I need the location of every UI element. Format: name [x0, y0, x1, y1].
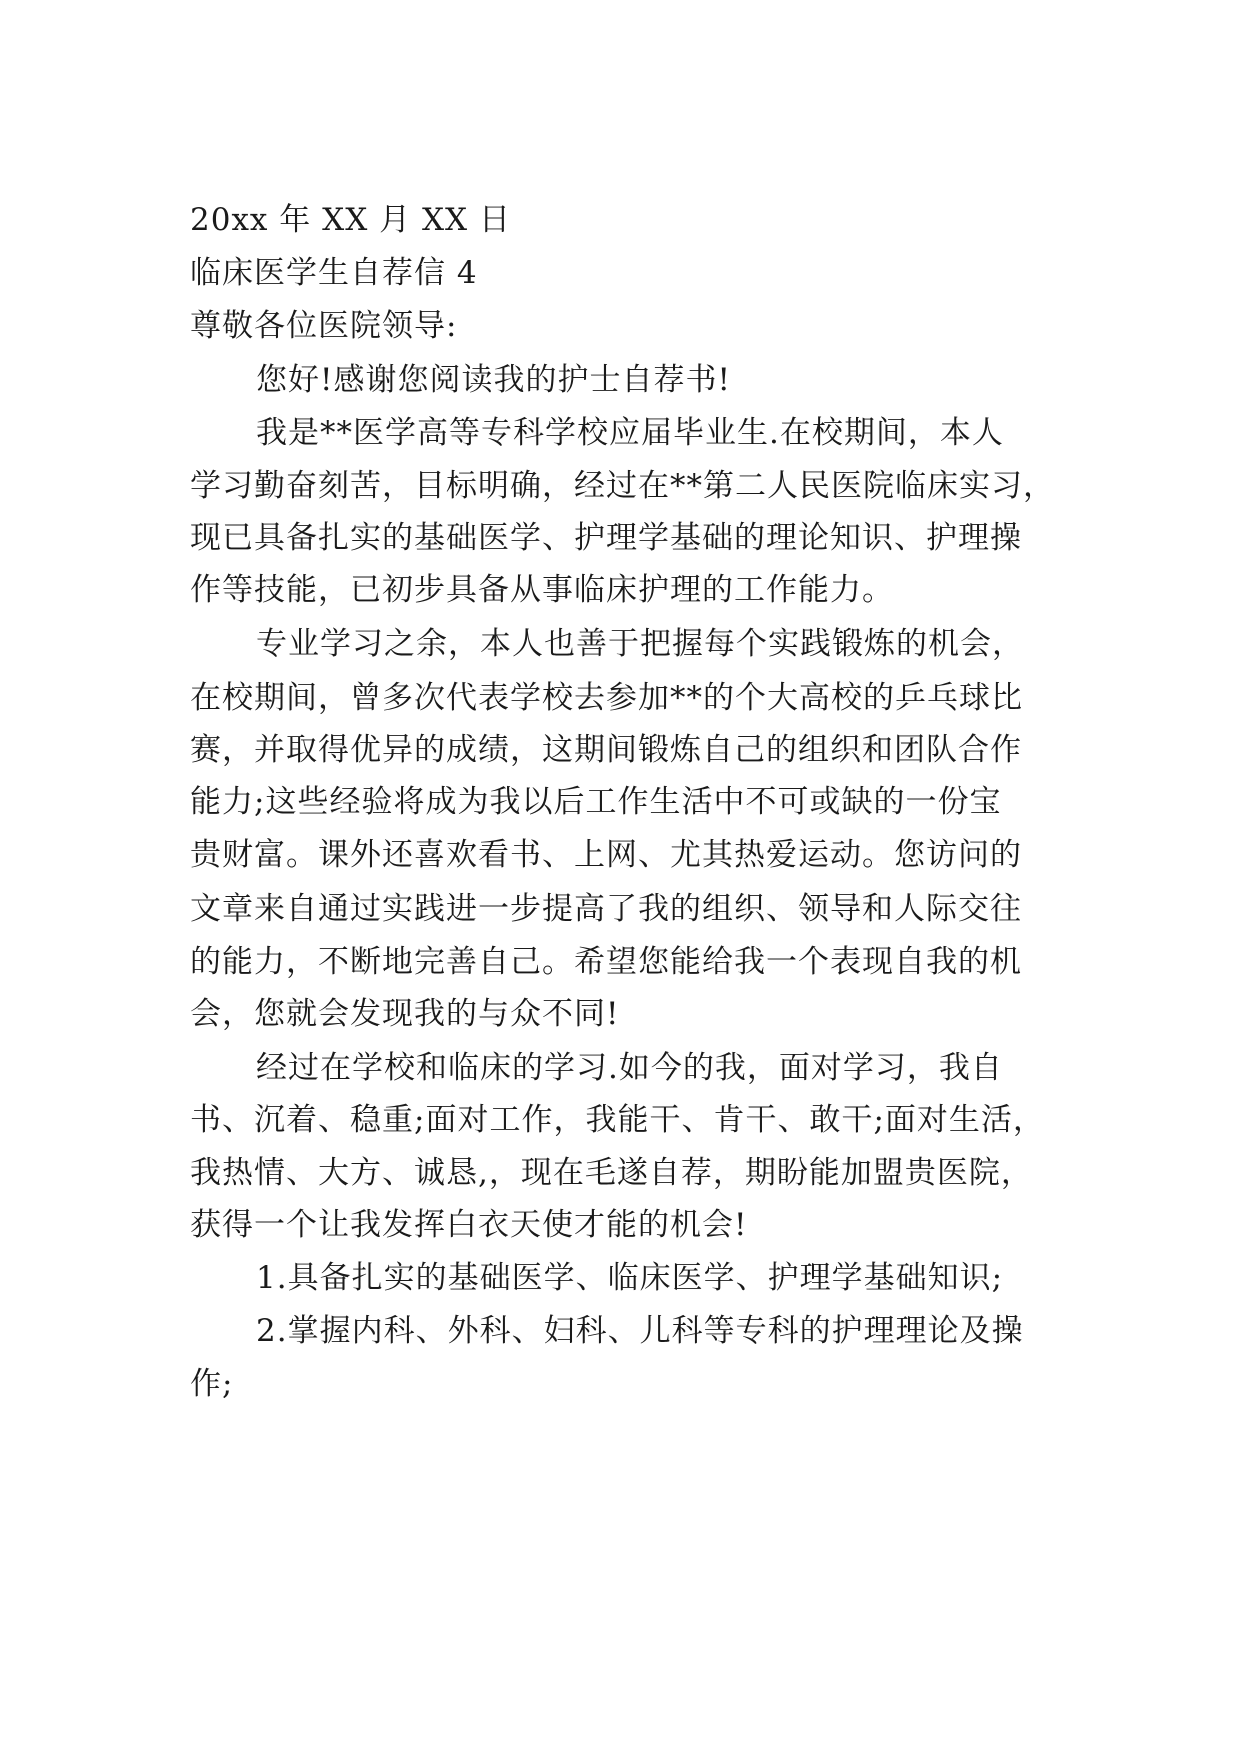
paragraph-line: 在校期间，曾多次代表学校去参加**的个大高校的乒乓球比: [190, 680, 1023, 716]
list-item-continuation: 作;: [190, 1366, 234, 1402]
paragraph-line: 获得一个让我发挥白衣天使才能的机会!: [190, 1207, 748, 1243]
list-item: 1.具备扎实的基础医学、临床医学、护理学基础知识;: [256, 1260, 1004, 1296]
paragraph-line: 贵财富。课外还喜欢看书、上网、尤其热爱运动。您访问的: [190, 837, 1022, 873]
paragraph-line: 书、沉着、稳重;面对工作，我能干、肯干、敢干;面对生活，: [190, 1102, 1045, 1138]
letter-salutation: 尊敬各位医院领导:: [190, 308, 458, 344]
paragraph-line: 的能力，不断地完善自己。希望您能给我一个表现自我的机: [190, 944, 1022, 980]
paragraph-line: 能力;这些经验将成为我以后工作生活中不可或缺的一份宝: [190, 784, 1002, 820]
letter-title: 临床医学生自荐信 4: [190, 255, 478, 291]
list-item: 2.掌握内科、外科、妇科、儿科等专科的护理理论及操: [256, 1313, 1024, 1349]
letter-date: 20xx 年 XX 月 XX 日: [190, 202, 511, 238]
paragraph-line: 赛，并取得优异的成绩，这期间锻炼自己的组织和团队合作: [190, 732, 1022, 768]
paragraph-line: 会，您就会发现我的与众不同!: [190, 996, 620, 1032]
paragraph-line: 您好!感谢您阅读我的护士自荐书!: [256, 362, 731, 398]
paragraph-line: 文章来自通过实践进一步提高了我的组织、领导和人际交往: [190, 891, 1022, 927]
paragraph-line: 经过在学校和临床的学习.如今的我，面对学习，我自: [256, 1050, 1003, 1086]
paragraph-line: 作等技能，已初步具备从事临床护理的工作能力。: [190, 572, 894, 608]
paragraph-line: 我是**医学高等专科学校应届毕业生.在校期间，本人: [256, 415, 1004, 451]
paragraph-line: 专业学习之余，本人也善于把握每个实践锻炼的机会，: [256, 626, 1024, 662]
paragraph-line: 现已具备扎实的基础医学、护理学基础的理论知识、护理操: [190, 520, 1022, 556]
paragraph-line: 我热情、大方、诚恳,，现在毛遂自荐，期盼能加盟贵医院，: [190, 1155, 1033, 1191]
paragraph-line: 学习勤奋刻苦，目标明确，经过在**第二人民医院临床实习，: [190, 468, 1055, 504]
